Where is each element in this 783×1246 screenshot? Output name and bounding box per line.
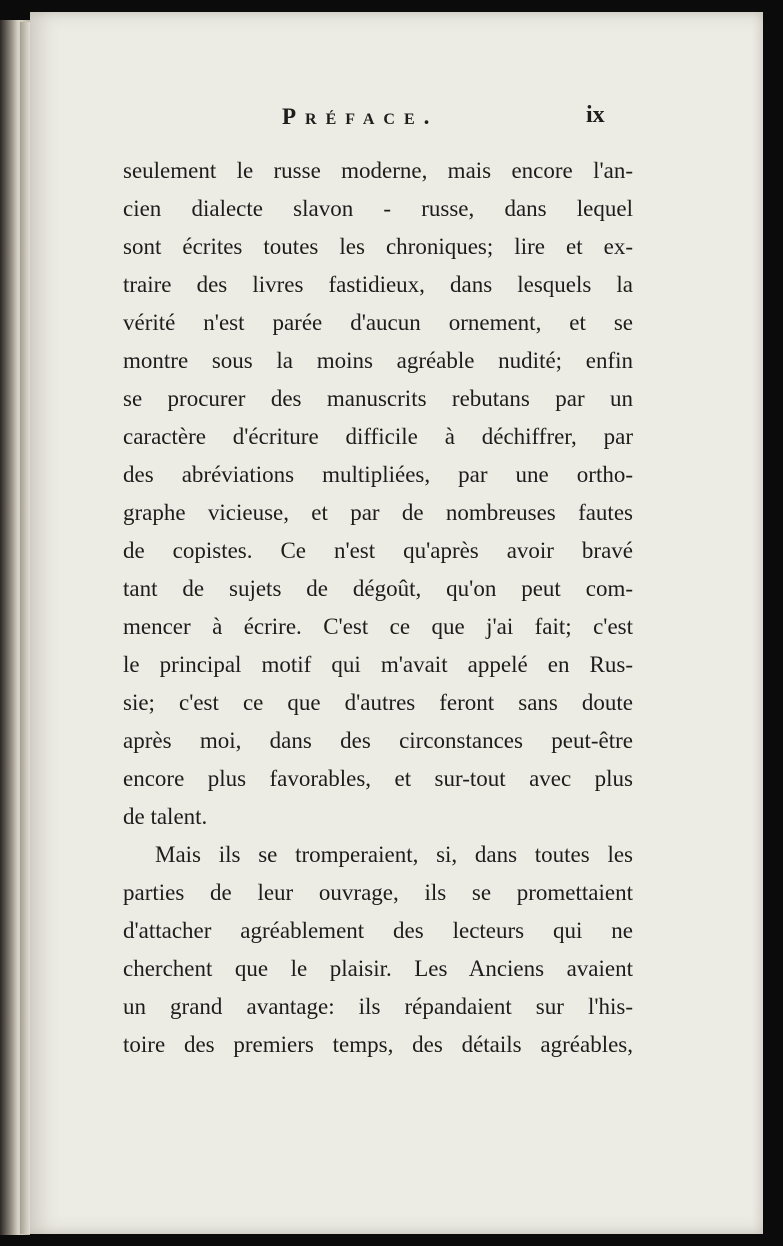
text-line: de copistes. Ce n'est qu'après avoir bravé: [123, 538, 633, 563]
page-sheet: [30, 12, 763, 1234]
paragraph-2: [123, 836, 633, 1064]
text-line: Mais ils se tromperaient, si, dans toutes les: [155, 842, 633, 867]
page-header: [30, 104, 763, 144]
page-number: ix: [586, 102, 605, 128]
text-line: toire des premiers temps, des détails agréables,: [123, 1032, 633, 1057]
text-line: montre sous la moins agréable nudité; enfin: [123, 348, 633, 373]
text-line: mencer à écrire. C'est ce que j'ai fait; c'est: [123, 614, 633, 639]
running-title: Préface.: [282, 104, 439, 129]
text-line: traire des livres fastidieux, dans lesquels la: [123, 272, 633, 297]
text-line: après moi, dans des circonstances peut-être: [123, 728, 633, 753]
text-line: vérité n'est parée d'aucun ornement, et se: [123, 310, 633, 335]
text-line: sie; c'est ce que d'autres feront sans doute: [123, 690, 633, 715]
text-line: caractère d'écriture difficile à déchiffrer, par: [123, 424, 633, 449]
body-text: [123, 152, 633, 1064]
text-line: cien dialecte slavon - russe, dans lequel: [123, 196, 633, 221]
text-line: encore plus favorables, et sur-tout avec plus: [123, 766, 633, 791]
text-line: des abréviations multipliées, par une ortho-: [123, 462, 633, 487]
text-line: seulement le russe moderne, mais encore l'an-: [123, 158, 633, 183]
text-line: se procurer des manuscrits rebutans par un: [123, 386, 633, 411]
paragraph-1: [123, 152, 633, 836]
text-line: de talent.: [123, 804, 208, 829]
text-line: graphe vicieuse, et par de nombreuses fautes: [123, 500, 633, 525]
text-line: parties de leur ouvrage, ils se promettaient: [123, 880, 633, 905]
text-line: d'attacher agréablement des lecteurs qui ne: [123, 918, 633, 943]
text-line: un grand avantage: ils répandaient sur l'his-: [123, 994, 633, 1019]
text-line: cherchent que le plaisir. Les Anciens avaient: [123, 956, 633, 981]
text-line: tant de sujets de dégoût, qu'on peut com-: [123, 576, 633, 601]
text-line: sont écrites toutes les chroniques; lire et ex-: [123, 234, 633, 259]
text-line: le principal motif qui m'avait appelé en Rus-: [123, 652, 633, 677]
